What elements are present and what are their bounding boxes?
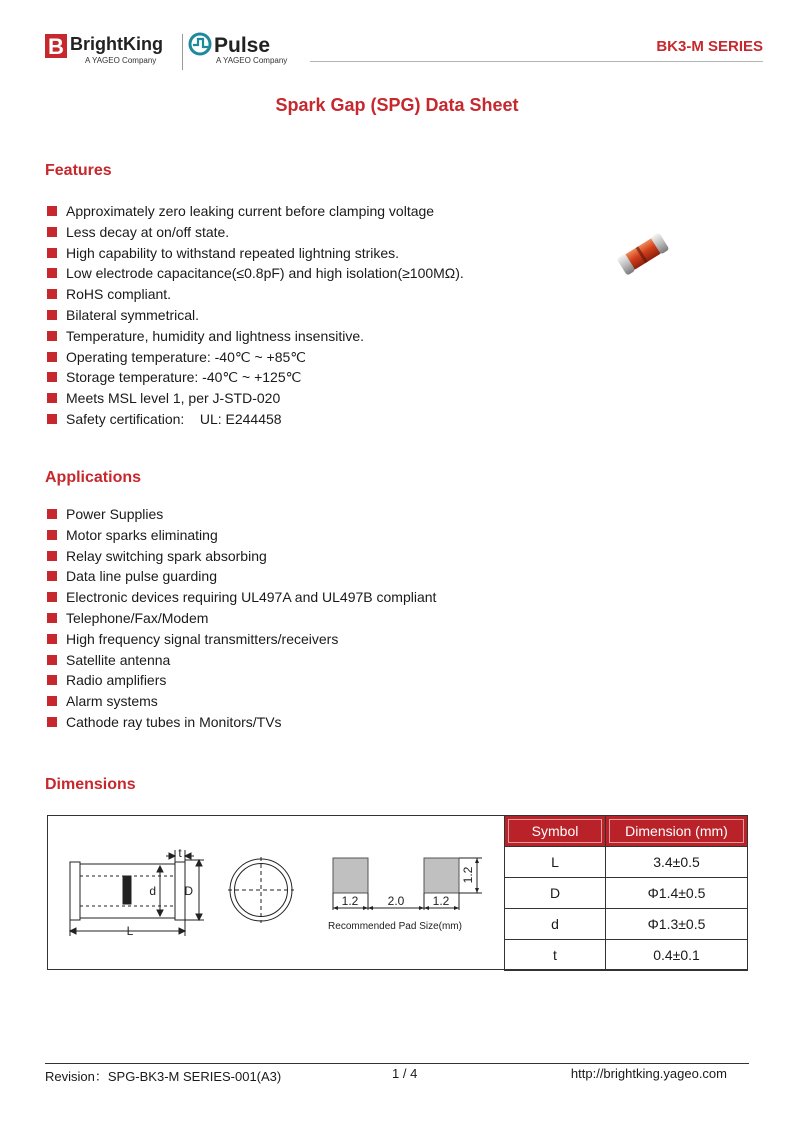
list-item: RoHS compliant. xyxy=(47,284,464,305)
svg-text:t: t xyxy=(178,846,182,860)
table-cell: Φ1.3±0.5 xyxy=(606,909,748,940)
list-item: Relay switching spark absorbing xyxy=(47,546,436,567)
list-item: Operating temperature: -40℃ ~ +85℃ xyxy=(47,347,464,368)
brightking-logo xyxy=(45,30,180,70)
svg-text:Recommended Pad Size(mm): Recommended Pad Size(mm) xyxy=(328,921,462,932)
svg-text:Pulse: Pulse xyxy=(214,34,271,57)
svg-text:1.2: 1.2 xyxy=(461,866,475,884)
page-number: 1 / 4 xyxy=(392,1066,418,1081)
footer-revision: Revision：SPG-BK3-M SERIES-001(A3) xyxy=(45,1069,282,1084)
applications-list xyxy=(47,504,436,733)
table-row xyxy=(505,847,748,878)
svg-text:L: L xyxy=(126,924,134,938)
list-item: Bilateral symmetrical. xyxy=(47,305,464,326)
header-rule xyxy=(310,61,763,62)
features-list xyxy=(47,201,464,430)
list-item: Meets MSL level 1, per J-STD-020 xyxy=(47,388,464,409)
list-item: Telephone/Fax/Modem xyxy=(47,608,436,629)
dimensions-heading: Dimensions xyxy=(45,776,136,793)
bullet-square-icon xyxy=(47,551,57,561)
bullet-square-icon xyxy=(47,310,57,320)
table-cell: 0.4±0.1 xyxy=(606,940,748,971)
table-cell: D xyxy=(505,878,606,909)
bullet-square-icon xyxy=(47,509,57,519)
bullet-square-icon xyxy=(47,393,57,403)
features-heading: Features xyxy=(45,162,112,179)
bullet-square-icon xyxy=(47,331,57,341)
table-header-symbol: Symbol xyxy=(505,816,606,847)
pulse-logo-mark-icon xyxy=(190,34,210,54)
table-cell: 3.4±0.5 xyxy=(606,847,748,878)
bullet-square-icon xyxy=(47,675,57,685)
svg-text:A YAGEO Company: A YAGEO Company xyxy=(216,56,288,65)
table-row xyxy=(505,878,748,909)
list-item: High capability to withstand repeated lightning strikes. xyxy=(47,243,464,264)
table-cell: d xyxy=(505,909,606,940)
svg-text:2.0: 2.0 xyxy=(387,894,405,908)
bullet-square-icon xyxy=(47,530,57,540)
series-name: BK3-M SERIES xyxy=(656,38,763,55)
bullet-square-icon xyxy=(47,717,57,727)
list-item: Temperature, humidity and lightness insensitive. xyxy=(47,326,464,347)
list-item: Safety certification: UL: E244458 xyxy=(47,409,464,430)
footer-url-link[interactable]: http://brightking.yageo.com xyxy=(570,1066,727,1081)
list-item: Power Supplies xyxy=(47,504,436,525)
list-item: Radio amplifiers xyxy=(47,670,436,691)
table-cell: L xyxy=(505,847,606,878)
pulse-logo xyxy=(188,30,303,70)
applications-heading: Applications xyxy=(45,469,142,486)
bullet-square-icon xyxy=(47,268,57,278)
svg-text:1.2: 1.2 xyxy=(341,894,359,908)
list-item: Alarm systems xyxy=(47,691,436,712)
dimension-drawing xyxy=(48,840,503,950)
table-cell: Φ1.4±0.5 xyxy=(606,878,748,909)
list-item: Cathode ray tubes in Monitors/TVs xyxy=(47,712,436,733)
svg-text:d: d xyxy=(149,884,156,898)
list-item: Storage temperature: -40℃ ~ +125℃ xyxy=(47,367,464,388)
bullet-square-icon xyxy=(47,696,57,706)
svg-text:D: D xyxy=(184,884,193,898)
bullet-square-icon xyxy=(47,414,57,424)
page-title: Spark Gap (SPG) Data Sheet xyxy=(275,95,519,115)
component-end-view xyxy=(228,857,294,923)
bullet-square-icon xyxy=(47,206,57,216)
svg-text:B: B xyxy=(48,34,64,59)
table-cell: t xyxy=(505,940,606,971)
list-item: Approximately zero leaking current before clamping voltage xyxy=(47,201,464,222)
table-row xyxy=(505,940,748,971)
list-item: Data line pulse guarding xyxy=(47,566,436,587)
list-item: Less decay at on/off state. xyxy=(47,222,464,243)
component-image xyxy=(612,228,674,280)
bullet-square-icon xyxy=(47,634,57,644)
bullet-square-icon xyxy=(47,227,57,237)
brightking-logo-mark-icon xyxy=(45,34,67,59)
bullet-square-icon xyxy=(47,289,57,299)
table-header-dimension: Dimension (mm) xyxy=(606,816,748,847)
dimensions-table xyxy=(504,815,748,971)
list-item: Satellite antenna xyxy=(47,650,436,671)
bullet-square-icon xyxy=(47,352,57,362)
svg-text:1.2: 1.2 xyxy=(432,894,450,908)
list-item: Motor sparks eliminating xyxy=(47,525,436,546)
svg-text:A YAGEO Company: A YAGEO Company xyxy=(85,56,157,65)
list-item: Low electrode capacitance(≤0.8pF) and high isolation(≥100MΩ). xyxy=(47,263,464,284)
table-header-row xyxy=(505,816,748,847)
bullet-square-icon xyxy=(47,372,57,382)
logo-separator xyxy=(182,34,183,70)
table-row xyxy=(505,909,748,940)
list-item: Electronic devices requiring UL497A and UL497B compliant xyxy=(47,587,436,608)
bullet-square-icon xyxy=(47,655,57,665)
bullet-square-icon xyxy=(47,571,57,581)
list-item: High frequency signal transmitters/receivers xyxy=(47,629,436,650)
footer-rule xyxy=(45,1063,749,1064)
bullet-square-icon xyxy=(47,592,57,602)
svg-text:BrightKing: BrightKing xyxy=(70,34,163,54)
bullet-square-icon xyxy=(47,248,57,258)
bullet-square-icon xyxy=(47,613,57,623)
